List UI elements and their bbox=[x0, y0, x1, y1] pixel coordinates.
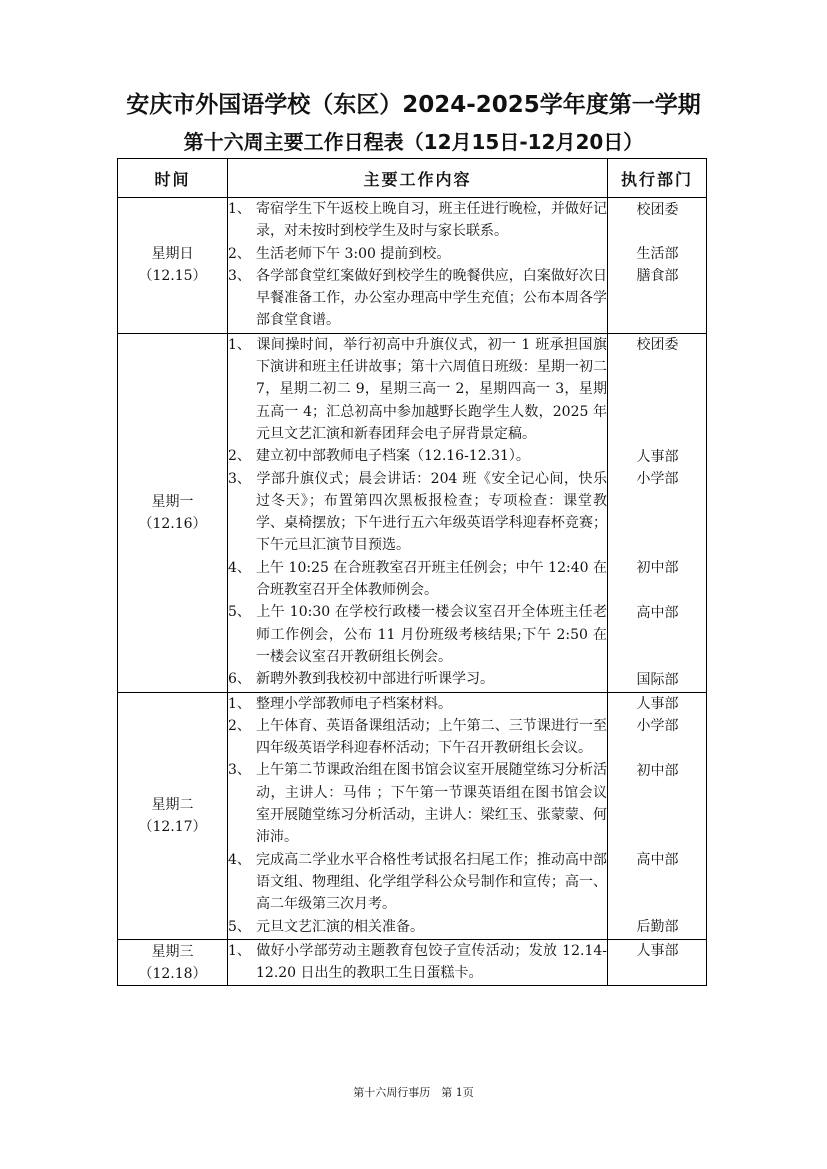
item-text: 整理小学部教师电子档案材料。 bbox=[256, 695, 452, 712]
dept-cell bbox=[608, 692, 707, 939]
work-item bbox=[228, 715, 607, 760]
work-item bbox=[228, 940, 607, 985]
item-number: 1、 bbox=[228, 201, 251, 217]
item-text: 上午 10:25 在合班教室召开班主任例会；中午 12:40 在合班教室召开全体教师例会。 bbox=[256, 559, 607, 599]
day-name: 星期日 bbox=[151, 246, 194, 263]
header-row bbox=[118, 159, 707, 198]
day-name: 星期二 bbox=[151, 796, 194, 813]
dept-cell bbox=[608, 333, 707, 692]
item-text: 上午 10:30 在学校行政楼一楼会议室召开全体班主任老师工作例会，公布 11 月份班级考核结果;下午 2:50 在一楼会议室召开教研组长例会。 bbox=[256, 604, 607, 665]
item-number: 2、 bbox=[228, 245, 251, 262]
item-number: 4、 bbox=[228, 559, 251, 576]
item-text: 生活老师下午 3:00 提前到校。 bbox=[256, 245, 451, 262]
item-number: 3、 bbox=[228, 470, 251, 487]
day-row bbox=[118, 333, 707, 692]
dept-label: 小学部 bbox=[636, 718, 679, 735]
item-text: 完成高二学业水平合格性考试报名扫尾工作；推动高中部语文组、物理组、化学组学科公众号制作和宣传；高一、高二年级第三次月考。 bbox=[256, 851, 607, 913]
content-cell bbox=[228, 198, 608, 334]
day-cell bbox=[118, 333, 228, 692]
item-number: 5、 bbox=[228, 918, 251, 935]
work-item bbox=[228, 601, 607, 668]
day-cell bbox=[118, 939, 228, 986]
dept-label: 人事部 bbox=[636, 696, 679, 713]
work-item bbox=[228, 916, 607, 938]
dept-label: 后勤部 bbox=[636, 919, 679, 935]
item-number: 6、 bbox=[228, 671, 251, 688]
day-row bbox=[118, 692, 707, 939]
item-text: 上午体育、英语备课组活动；上午第二、三节课进行一至四年级英语学科迎春杯活动；下午召开教研组长会议。 bbox=[256, 717, 607, 757]
item-text: 建立初中部教师电子档案（12.16-12.31）。 bbox=[256, 448, 530, 465]
work-item bbox=[228, 668, 607, 690]
work-item bbox=[228, 198, 607, 243]
item-text: 寄宿学生下午返校上晚自习，班主任进行晚检，并做好记录，对未按时到校学生及时与家长联系。 bbox=[256, 201, 607, 240]
header-time: 时间 bbox=[118, 159, 228, 198]
day-row bbox=[118, 198, 707, 334]
item-number: 1、 bbox=[228, 942, 251, 959]
day-date: （12.16） bbox=[138, 515, 207, 532]
dept-label: 国际部 bbox=[636, 671, 679, 688]
dept-cell bbox=[608, 198, 707, 334]
work-item bbox=[228, 334, 607, 445]
item-number: 1、 bbox=[228, 336, 251, 353]
item-text: 各学部食堂红案做好到校学生的晚餐供应，白案做好次日早餐准备工作，办公室办理高中学生充值；公布本周各学部食堂食谱。 bbox=[256, 267, 607, 329]
item-text: 元旦文艺汇演的相关准备。 bbox=[256, 918, 424, 935]
item-number: 5、 bbox=[228, 604, 251, 621]
dept-label: 人事部 bbox=[636, 943, 679, 960]
day-name: 星期三 bbox=[151, 943, 194, 960]
item-text: 新聘外教到我校初中部进行听课学习。 bbox=[256, 671, 494, 688]
item-number: 2、 bbox=[228, 717, 251, 734]
content-cell bbox=[228, 692, 608, 939]
item-number: 1、 bbox=[228, 695, 251, 712]
content-cell bbox=[228, 939, 608, 986]
item-text: 课间操时间，举行初高中升旗仪式，初一 1 班承担国旗下演讲和班主任讲故事；第十六周值日班级：星期一初二 7，星期二初二 9，星期三高一 2，星期四高一 3，星期五高一 4；汇总初高中参加越野长跑学生人数，2025 年元旦文艺汇演和新春团拜会电子屏背景定稿。 bbox=[256, 336, 607, 442]
day-cell bbox=[118, 198, 228, 334]
dept-cell bbox=[608, 939, 707, 986]
content-cell bbox=[228, 333, 608, 692]
item-text: 学部升旗仪式；晨会讲话：204 班《安全记心间，快乐过冬天》；布置第四次黑板报检查；专项检查：课堂教学、桌椅摆放；下午进行五六年级英语学科迎春杯竞赛；下午元旦汇演节目预选。 bbox=[256, 470, 607, 554]
header-dept: 执行部门 bbox=[608, 159, 707, 198]
dept-label: 校团委 bbox=[636, 201, 679, 218]
dept-column bbox=[608, 334, 706, 692]
dept-label: 高中部 bbox=[636, 852, 679, 869]
item-number: 3、 bbox=[228, 762, 251, 779]
dept-label: 高中部 bbox=[636, 604, 679, 621]
document-subtitle: 第十六周主要工作日程表（12月15日-12月20日） bbox=[183, 130, 644, 154]
day-date: （12.15） bbox=[138, 268, 207, 285]
dept-column bbox=[608, 940, 706, 986]
day-date: （12.17） bbox=[138, 818, 207, 835]
dept-label: 小学部 bbox=[636, 471, 679, 488]
dept-label: 人事部 bbox=[636, 448, 679, 465]
item-text: 上午第二节课政治组在图书馆会议室开展随堂练习分析活动，主讲人：马伟 ；下午第一节课英语组在图书馆会议室开展随堂练习分析活动，主讲人：梁红玉、张蒙蒙、何沛沛。 bbox=[256, 762, 607, 846]
dept-label: 生活部 bbox=[636, 246, 679, 263]
item-number: 2、 bbox=[228, 448, 251, 465]
work-item bbox=[228, 759, 607, 848]
work-item bbox=[228, 468, 607, 557]
document-title: 安庆市外国语学校（东区）2024-2025学年度第一学期 bbox=[126, 92, 701, 118]
dept-label: 膳食部 bbox=[636, 268, 679, 285]
dept-label: 初中部 bbox=[636, 762, 679, 779]
item-text: 做好小学部劳动主题教育包饺子宣传活动；发放 12.14-12.20 日出生的教职工生日蛋糕卡。 bbox=[256, 942, 607, 982]
item-number: 3、 bbox=[228, 267, 251, 284]
day-cell bbox=[118, 692, 228, 939]
work-item bbox=[228, 445, 607, 467]
dept-label: 校团委 bbox=[636, 337, 679, 354]
schedule-table bbox=[117, 158, 707, 986]
page-footer: 第十六周行事历 第 1页 bbox=[353, 1086, 474, 1099]
work-item bbox=[228, 693, 607, 715]
dept-column bbox=[608, 693, 706, 939]
schedule-body bbox=[118, 198, 707, 986]
day-date: （12.18） bbox=[138, 965, 207, 982]
item-number: 4、 bbox=[228, 851, 251, 868]
header-content: 主要工作内容 bbox=[228, 159, 608, 198]
work-item bbox=[228, 243, 607, 265]
day-row bbox=[118, 939, 707, 986]
dept-column bbox=[608, 198, 706, 333]
work-item bbox=[228, 849, 607, 916]
work-item bbox=[228, 557, 607, 602]
work-item bbox=[228, 265, 607, 332]
day-name: 星期一 bbox=[151, 493, 194, 510]
dept-label: 初中部 bbox=[636, 560, 679, 577]
